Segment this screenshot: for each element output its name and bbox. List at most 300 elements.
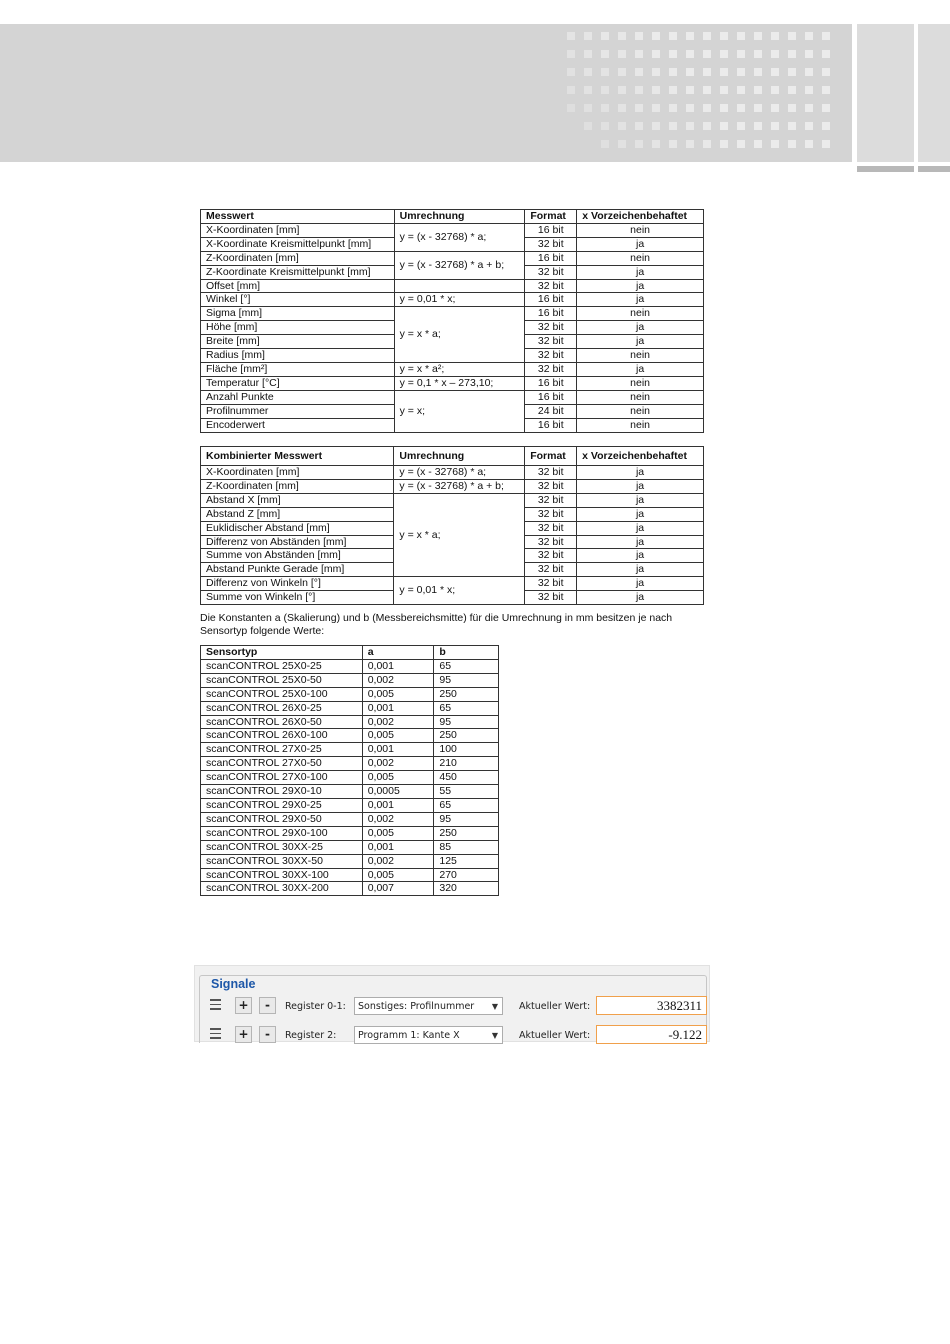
vorzeichen-cell: ja — [577, 591, 704, 605]
header-dot — [686, 140, 694, 148]
b-cell: 95 — [434, 812, 499, 826]
header-dot — [652, 50, 660, 58]
header-dot — [771, 122, 779, 130]
header-dot — [703, 68, 711, 76]
messwert-cell: Offset [mm] — [201, 279, 395, 293]
header-dot — [805, 32, 813, 40]
header-dot — [567, 86, 575, 94]
header-dot — [720, 68, 728, 76]
header-dot — [822, 140, 830, 148]
format-cell: 32 bit — [525, 279, 577, 293]
sensortyp-cell: scanCONTROL 29X0-10 — [201, 785, 363, 799]
messwert-cell: Winkel [°] — [201, 293, 395, 307]
header-dot — [720, 104, 728, 112]
umrechnung-cell: y = x * a; — [394, 307, 525, 363]
b-cell: 250 — [434, 826, 499, 840]
header-dot — [771, 68, 779, 76]
header-dot — [788, 68, 796, 76]
format-cell: 32 bit — [525, 493, 577, 507]
format-cell: 32 bit — [525, 479, 577, 493]
signal-select-value: Sonstiges: Profilnummer — [358, 1001, 475, 1012]
table-row — [201, 577, 704, 591]
vorzeichen-cell: ja — [577, 479, 704, 493]
messwert-cell: Differenz von Abständen [mm] — [201, 535, 394, 549]
header-dot — [754, 140, 762, 148]
header-dot — [771, 32, 779, 40]
a-cell: 0,005 — [362, 868, 434, 882]
header-dot — [635, 86, 643, 94]
table-header-cell: Sensortyp — [201, 646, 363, 660]
a-cell: 0,001 — [362, 659, 434, 673]
header-dot — [720, 122, 728, 130]
vorzeichen-cell: nein — [577, 404, 704, 418]
header-dot — [737, 122, 745, 130]
header-dot — [754, 68, 762, 76]
messwert-cell: Differenz von Winkeln [°] — [201, 577, 394, 591]
header-dot — [584, 86, 592, 94]
format-cell: 32 bit — [525, 563, 577, 577]
a-cell: 0,0005 — [362, 785, 434, 799]
header-dot-pattern — [552, 24, 852, 162]
table-row — [201, 307, 704, 321]
format-cell: 32 bit — [525, 591, 577, 605]
umrechnung-cell: y = x * a; — [394, 493, 525, 576]
format-cell: 32 bit — [525, 577, 577, 591]
table-row — [201, 223, 704, 237]
header-dot — [601, 122, 609, 130]
b-cell: 100 — [434, 743, 499, 757]
header-dot — [584, 104, 592, 112]
a-cell: 0,001 — [362, 798, 434, 812]
vorzeichen-cell: ja — [577, 535, 704, 549]
umrechnung-cell: y = (x - 32768) * a + b; — [394, 251, 525, 279]
messwert-cell: Z-Koordinaten [mm] — [201, 251, 395, 265]
messwert-cell: X-Koordinaten [mm] — [201, 223, 395, 237]
header-dot — [618, 86, 626, 94]
header-dot — [805, 122, 813, 130]
messwert-cell: Abstand Z [mm] — [201, 507, 394, 521]
header-dot — [686, 50, 694, 58]
header-side-block — [857, 24, 914, 162]
vorzeichen-cell: nein — [577, 307, 704, 321]
a-cell: 0,001 — [362, 701, 434, 715]
table-row — [201, 659, 499, 673]
header-dot — [635, 140, 643, 148]
header-dot — [567, 68, 575, 76]
vorzeichen-cell: ja — [577, 362, 704, 376]
table-row — [201, 868, 499, 882]
signal-select[interactable] — [354, 997, 503, 1015]
table-row — [201, 785, 499, 799]
header-dot — [771, 86, 779, 94]
header-dot — [584, 50, 592, 58]
umrechnung-cell: y = x; — [394, 390, 525, 432]
vorzeichen-cell: ja — [577, 577, 704, 591]
header-dot — [805, 68, 813, 76]
umrechnung-cell: y = (x - 32768) * a + b; — [394, 479, 525, 493]
format-cell: 16 bit — [525, 390, 577, 404]
header-dot — [720, 86, 728, 94]
header-dot — [669, 68, 677, 76]
messwert-cell: Abstand X [mm] — [201, 493, 394, 507]
header-dot — [788, 32, 796, 40]
table-row — [201, 687, 499, 701]
header-dot — [754, 122, 762, 130]
header-dot — [788, 140, 796, 148]
header-dot — [618, 50, 626, 58]
header-dot — [720, 50, 728, 58]
register-label: Register 2: — [285, 1030, 337, 1041]
table-header-cell: b — [434, 646, 499, 660]
table-row — [201, 826, 499, 840]
table-row — [201, 840, 499, 854]
table-header-row — [201, 210, 704, 224]
header-dot — [635, 104, 643, 112]
format-cell: 32 bit — [525, 237, 577, 251]
table-header-cell: x Vorzeichenbehaftet — [577, 447, 704, 466]
sensortyp-cell: scanCONTROL 25X0-100 — [201, 687, 363, 701]
header-dot — [652, 32, 660, 40]
vorzeichen-cell: ja — [577, 563, 704, 577]
aktueller-wert-field[interactable]: -9.122 — [596, 1025, 707, 1044]
header-dot — [737, 86, 745, 94]
format-cell: 32 bit — [525, 321, 577, 335]
header-dot — [618, 104, 626, 112]
header-dot — [669, 32, 677, 40]
a-cell: 0,002 — [362, 812, 434, 826]
sensortyp-cell: scanCONTROL 27X0-50 — [201, 757, 363, 771]
header-underline — [857, 166, 914, 172]
messwert-cell: Höhe [mm] — [201, 321, 395, 335]
table-header-row — [201, 447, 704, 466]
kombinierter-messwert-table — [200, 446, 704, 605]
b-cell: 95 — [434, 673, 499, 687]
header-dot — [788, 86, 796, 94]
b-cell: 450 — [434, 771, 499, 785]
register-label: Register 0-1: — [285, 1001, 346, 1012]
messwert-cell: Z-Koordinate Kreismittelpunkt [mm] — [201, 265, 395, 279]
umrechnung-cell: y = (x - 32768) * a; — [394, 466, 525, 480]
table-header-row — [201, 646, 499, 660]
sensortyp-cell: scanCONTROL 29X0-25 — [201, 798, 363, 812]
header-dot — [584, 122, 592, 130]
table-row — [201, 479, 704, 493]
header-dot — [788, 104, 796, 112]
table-row — [201, 390, 704, 404]
b-cell: 65 — [434, 701, 499, 715]
sensortyp-cell: scanCONTROL 26X0-50 — [201, 715, 363, 729]
vorzeichen-cell: ja — [577, 466, 704, 480]
header-dot — [567, 50, 575, 58]
b-cell: 320 — [434, 882, 499, 896]
messwert-cell: Radius [mm] — [201, 349, 395, 363]
header-dot — [805, 50, 813, 58]
header-dot — [618, 122, 626, 130]
umrechnung-cell: y = x * a²; — [394, 362, 525, 376]
header-dot — [669, 140, 677, 148]
header-dot — [567, 104, 575, 112]
messwert-table — [200, 209, 704, 433]
header-dot — [720, 32, 728, 40]
messwert-cell: Profilnummer — [201, 404, 395, 418]
header-dot — [771, 50, 779, 58]
sensortyp-table — [200, 645, 499, 896]
signale-group — [199, 975, 707, 1043]
table-header-cell: a — [362, 646, 434, 660]
header-dot — [737, 140, 745, 148]
a-cell: 0,005 — [362, 826, 434, 840]
format-cell: 16 bit — [525, 223, 577, 237]
header-dot — [754, 32, 762, 40]
vorzeichen-cell: nein — [577, 418, 704, 432]
header-band — [0, 24, 852, 162]
a-cell: 0,002 — [362, 715, 434, 729]
header-dot — [737, 32, 745, 40]
sensortyp-cell: scanCONTROL 26X0-100 — [201, 729, 363, 743]
konstanten-note: Die Konstanten a (Skalierung) und b (Messbereichsmitte) für die Umrechnung in mm besitzen je nach Sensortyp folgende Werte: — [200, 612, 673, 637]
aktueller-wert-field[interactable]: 3382311 — [596, 996, 707, 1015]
messwert-cell: X-Koordinate Kreismittelpunkt [mm] — [201, 237, 395, 251]
table-row — [201, 701, 499, 715]
signal-row — [206, 1025, 710, 1045]
signal-select[interactable] — [354, 1026, 503, 1044]
sensortyp-cell: scanCONTROL 27X0-100 — [201, 771, 363, 785]
vorzeichen-cell: nein — [577, 390, 704, 404]
table-row — [201, 812, 499, 826]
header-dot — [601, 104, 609, 112]
b-cell: 250 — [434, 729, 499, 743]
header-dot — [686, 32, 694, 40]
messwert-cell: Euklidischer Abstand [mm] — [201, 521, 394, 535]
table-row — [201, 279, 704, 293]
header-dot — [669, 104, 677, 112]
b-cell: 270 — [434, 868, 499, 882]
drag-handle-icon[interactable] — [210, 1028, 221, 1040]
a-cell: 0,002 — [362, 673, 434, 687]
format-cell: 16 bit — [525, 251, 577, 265]
sensortyp-cell: scanCONTROL 30XX-50 — [201, 854, 363, 868]
vorzeichen-cell: ja — [577, 237, 704, 251]
b-cell: 65 — [434, 798, 499, 812]
header-dot — [601, 140, 609, 148]
messwert-cell: Encoderwert — [201, 418, 395, 432]
vorzeichen-cell: ja — [577, 321, 704, 335]
format-cell: 32 bit — [525, 466, 577, 480]
b-cell: 95 — [434, 715, 499, 729]
header-dot — [822, 86, 830, 94]
table-header-cell: Format — [525, 447, 577, 466]
header-dot — [686, 104, 694, 112]
table-row — [201, 798, 499, 812]
add-signal-button[interactable]: + — [235, 997, 252, 1014]
remove-signal-button[interactable]: - — [259, 1026, 276, 1043]
header-dot — [754, 86, 762, 94]
header-dot — [669, 122, 677, 130]
format-cell: 16 bit — [525, 293, 577, 307]
header-dot — [703, 104, 711, 112]
header-dot — [601, 86, 609, 94]
header-dot — [584, 32, 592, 40]
sensortyp-cell: scanCONTROL 27X0-25 — [201, 743, 363, 757]
signale-title: Signale — [208, 977, 258, 991]
header-dot — [703, 86, 711, 94]
table-row — [201, 251, 704, 265]
umrechnung-cell — [394, 279, 525, 293]
vorzeichen-cell: ja — [577, 507, 704, 521]
header-dot — [601, 50, 609, 58]
table-row — [201, 757, 499, 771]
header-side-block — [918, 24, 950, 162]
header-dot — [686, 122, 694, 130]
table-row — [201, 466, 704, 480]
header-dot — [771, 140, 779, 148]
sensortyp-cell: scanCONTROL 30XX-25 — [201, 840, 363, 854]
vorzeichen-cell: ja — [577, 335, 704, 349]
header-dot — [635, 122, 643, 130]
header-dot — [652, 122, 660, 130]
header-dot — [652, 140, 660, 148]
vorzeichen-cell: ja — [577, 279, 704, 293]
format-cell: 16 bit — [525, 418, 577, 432]
b-cell: 250 — [434, 687, 499, 701]
header-dot — [635, 32, 643, 40]
header-dot — [652, 68, 660, 76]
format-cell: 16 bit — [525, 307, 577, 321]
header-dot — [822, 50, 830, 58]
header-dot — [635, 50, 643, 58]
a-cell: 0,002 — [362, 757, 434, 771]
table-row — [201, 882, 499, 896]
header-dot — [601, 32, 609, 40]
table-row — [201, 493, 704, 507]
header-dot — [822, 32, 830, 40]
table-header-cell: Format — [525, 210, 577, 224]
messwert-cell: Abstand Punkte Gerade [mm] — [201, 563, 394, 577]
a-cell: 0,002 — [362, 854, 434, 868]
header-dot — [822, 104, 830, 112]
header-dot — [771, 104, 779, 112]
table-header-cell: Kombinierter Messwert — [201, 447, 394, 466]
header-dot — [567, 32, 575, 40]
umrechnung-cell: y = 0,01 * x; — [394, 293, 525, 307]
vorzeichen-cell: ja — [577, 265, 704, 279]
umrechnung-cell: y = 0,1 * x – 273,10; — [394, 376, 525, 390]
table-row — [201, 715, 499, 729]
header-dot — [788, 50, 796, 58]
dropdown-arrow-icon[interactable]: ▼ — [491, 1031, 498, 1040]
b-cell: 210 — [434, 757, 499, 771]
drag-handle-icon[interactable] — [210, 999, 221, 1011]
b-cell: 65 — [434, 659, 499, 673]
a-cell: 0,007 — [362, 882, 434, 896]
table-row — [201, 743, 499, 757]
table-header-cell: Messwert — [201, 210, 395, 224]
dropdown-arrow-icon[interactable]: ▼ — [491, 1002, 498, 1011]
a-cell: 0,005 — [362, 729, 434, 743]
header-dot — [754, 104, 762, 112]
header-dot — [652, 104, 660, 112]
header-dot — [805, 86, 813, 94]
table-header-cell: x Vorzeichenbehaftet — [577, 210, 704, 224]
signal-row — [206, 996, 710, 1016]
a-cell: 0,001 — [362, 840, 434, 854]
table-row — [201, 854, 499, 868]
table-row — [201, 673, 499, 687]
vorzeichen-cell: nein — [577, 376, 704, 390]
messwert-cell: X-Koordinaten [mm] — [201, 466, 394, 480]
header-dot — [618, 32, 626, 40]
header-dot — [703, 140, 711, 148]
table-row — [201, 362, 704, 376]
table-row — [201, 293, 704, 307]
header-dot — [635, 68, 643, 76]
format-cell: 16 bit — [525, 376, 577, 390]
header-dot — [703, 50, 711, 58]
messwert-cell: Summe von Winkeln [°] — [201, 591, 394, 605]
a-cell: 0,005 — [362, 687, 434, 701]
umrechnung-cell: y = (x - 32768) * a; — [394, 223, 525, 251]
header-dot — [805, 140, 813, 148]
sensortyp-cell: scanCONTROL 29X0-50 — [201, 812, 363, 826]
sensortyp-cell: scanCONTROL 26X0-25 — [201, 701, 363, 715]
header-dot — [737, 104, 745, 112]
sensortyp-cell: scanCONTROL 25X0-25 — [201, 659, 363, 673]
header-dot — [720, 140, 728, 148]
header-dot — [737, 68, 745, 76]
header-dot — [737, 50, 745, 58]
messwert-cell: Breite [mm] — [201, 335, 395, 349]
header-dot — [822, 122, 830, 130]
format-cell: 32 bit — [525, 362, 577, 376]
b-cell: 85 — [434, 840, 499, 854]
header-dot — [669, 50, 677, 58]
messwert-cell: Sigma [mm] — [201, 307, 395, 321]
umrechnung-cell: y = 0,01 * x; — [394, 577, 525, 605]
header-dot — [601, 68, 609, 76]
header-dot — [703, 32, 711, 40]
vorzeichen-cell: ja — [577, 521, 704, 535]
vorzeichen-cell: ja — [577, 493, 704, 507]
a-cell: 0,001 — [362, 743, 434, 757]
messwert-cell: Fläche [mm²] — [201, 362, 395, 376]
header-dot — [584, 68, 592, 76]
header-underline — [918, 166, 950, 172]
header-dot — [618, 68, 626, 76]
aktueller-wert-label: Aktueller Wert: — [519, 1001, 591, 1012]
header-dot — [805, 104, 813, 112]
format-cell: 32 bit — [525, 549, 577, 563]
vorzeichen-cell: nein — [577, 251, 704, 265]
messwert-cell: Z-Koordinaten [mm] — [201, 479, 394, 493]
table-row — [201, 376, 704, 390]
header-dot — [652, 86, 660, 94]
remove-signal-button[interactable]: - — [259, 997, 276, 1014]
format-cell: 32 bit — [525, 335, 577, 349]
signale-panel — [194, 965, 710, 1042]
header-dot — [618, 140, 626, 148]
vorzeichen-cell: nein — [577, 349, 704, 363]
format-cell: 32 bit — [525, 265, 577, 279]
header-dot — [754, 50, 762, 58]
messwert-cell: Anzahl Punkte — [201, 390, 395, 404]
header-dot — [669, 86, 677, 94]
b-cell: 125 — [434, 854, 499, 868]
signal-select-value: Programm 1: Kante X — [358, 1030, 460, 1041]
table-header-cell: Umrechnung — [394, 447, 525, 466]
add-signal-button[interactable]: + — [235, 1026, 252, 1043]
vorzeichen-cell: nein — [577, 223, 704, 237]
aktueller-wert-label: Aktueller Wert: — [519, 1030, 591, 1041]
